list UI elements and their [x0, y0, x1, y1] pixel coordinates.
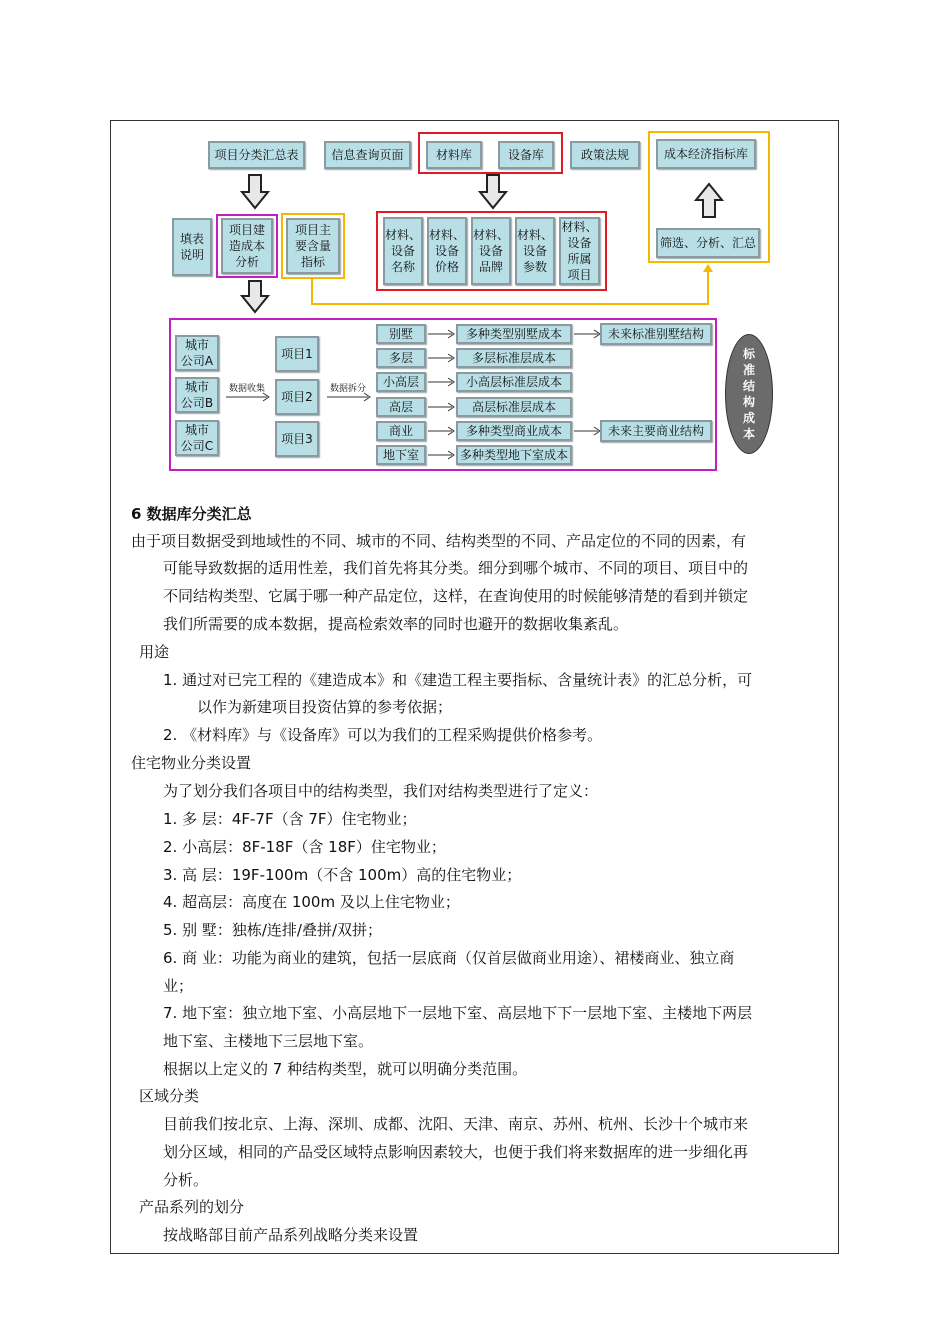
collect-label: 数据收集 [229, 384, 266, 394]
paragraph-line: 不同结构类型、它属于哪一种产品定位，这样，在查询使用的时候能够清楚的看到并锁定 [163, 587, 749, 605]
paragraph-line: 为了划分我们各项目中的结构类型，我们对结构类型进行了定义： [163, 782, 599, 800]
structure-item: 7. 地下室：独立地下室、小高层地下一层地下室、高层地下下一层地下室、主楼地下两层 [163, 1004, 753, 1022]
cost-highrise-box: 高层标准层成本 [456, 397, 572, 417]
arrow-right-icon [225, 392, 271, 402]
section-heading: 6 数据库分类汇总 [131, 505, 252, 523]
city-a-box: 城市 公司A [175, 335, 219, 371]
future-arrows [572, 324, 602, 444]
region-heading: 区域分类 [139, 1087, 200, 1105]
paragraph-line: 由于项目数据受到地域性的不同、城市的不同、结构类型的不同、产品定位的不同的因素，有 [131, 532, 747, 550]
standard-cost-ellipse: 标 准 结 构 成 本 [725, 334, 773, 454]
arrow-up-icon [694, 182, 724, 218]
project-summary-box: 项目分类汇总表 [208, 141, 305, 169]
type-villa-box: 别墅 [376, 324, 426, 344]
city-b-box: 城市 公司B [175, 377, 219, 413]
paragraph-line: 按战略部目前产品系列战略分类来设置 [163, 1226, 419, 1244]
type-commerce-box: 商业 [376, 421, 426, 441]
cost-basement-box: 多种类型地下室成本 [456, 445, 572, 465]
project3-box: 项目3 [275, 421, 319, 457]
project2-box: 项目2 [275, 379, 319, 415]
policy-box: 政策法规 [570, 141, 640, 169]
type-arrows [426, 324, 456, 469]
paragraph-line: 目前我们按北京、上海、深圳、成都、沈阳、天津、南京、苏州、杭州、长沙十个城市来 [163, 1115, 749, 1133]
arrow-down-icon [478, 174, 508, 210]
future-villa-box: 未来标准别墅结构 [600, 323, 712, 345]
project1-box: 项目1 [275, 336, 319, 372]
filter-box: 筛选、分析、汇总 [656, 228, 760, 258]
main-index-box: 项目主 要含量 指标 [286, 218, 340, 274]
fill-note-box: 填表 说明 [172, 218, 212, 276]
cost-index-box: 成本经济指标库 [656, 139, 756, 169]
split-label: 数据拆分 [330, 384, 367, 394]
material-price-box: 材料、 设备 价格 [427, 217, 467, 285]
type-midrise-box: 小高层 [376, 372, 426, 392]
structure-item: 6. 商 业：功能为商业的建筑，包括一层底商（仅首层做商业用途）、裙楼商业、独立商 [163, 949, 735, 967]
cost-villa-box: 多种类型别墅成本 [456, 324, 572, 344]
build-cost-box: 项目建 造成本 分析 [221, 218, 273, 274]
cost-midrise-box: 小高层标准层成本 [456, 372, 572, 392]
structure-item: 业； [163, 977, 194, 995]
paragraph-line: 划分区域，相同的产品受区域特点影响因素较大，也便于我们将来数据库的进一步细化再 [163, 1143, 749, 1161]
cost-commerce-box: 多种类型商业成本 [456, 421, 572, 441]
arrow-right-icon [326, 392, 372, 402]
type-highrise-box: 高层 [376, 397, 426, 417]
usage-item: 1. 通过对已完工程的《建造成本》和《建造工程主要指标、含量统计表》的汇总分析，可 [163, 671, 753, 689]
arrow-down-icon [240, 174, 270, 210]
info-query-box: 信息查询页面 [324, 141, 411, 169]
structure-item: 5. 别 墅：独栋/连排/叠拼/双拼； [163, 921, 383, 939]
material-lib-box: 材料库 [426, 141, 482, 169]
type-basement-box: 地下室 [376, 445, 426, 465]
material-param-box: 材料、 设备 参数 [515, 217, 555, 285]
future-commerce-box: 未来主要商业结构 [600, 420, 712, 442]
cost-multi-box: 多层标准层成本 [456, 348, 572, 368]
city-c-box: 城市 公司C [175, 420, 219, 456]
residential-heading: 住宅物业分类设置 [131, 754, 252, 772]
connector-line [305, 262, 715, 306]
structure-item: 1. 多 层：4F-7F（含 7F）住宅物业； [163, 810, 417, 828]
structure-item: 3. 高 层：19F-100m（不含 100m）高的住宅物业； [163, 866, 522, 884]
equipment-lib-box: 设备库 [498, 141, 554, 169]
structure-item: 地下室、主楼地下三层地下室。 [163, 1032, 374, 1050]
usage-item: 2. 《材料库》与《设备库》可以为我们的工程采购提供价格参考。 [163, 726, 603, 744]
arrow-down-icon [240, 280, 270, 314]
paragraph-line: 分析。 [163, 1171, 209, 1189]
material-project-box: 材料、 设备 所属 项目 [559, 217, 600, 285]
material-brand-box: 材料、 设备 品牌 [471, 217, 511, 285]
structure-item: 4. 超高层：高度在 100m 及以上住宅物业； [163, 893, 460, 911]
usage-heading: 用途 [139, 643, 170, 661]
paragraph-line: 我们所需要的成本数据，提高检索效率的同时也避开的数据收集紊乱。 [163, 615, 629, 633]
material-name-box: 材料、 设备 名称 [383, 217, 423, 285]
paragraph-line: 可能导致数据的适用性差，我们首先将其分类。细分到哪个城市、不同的项目、项目中的 [163, 559, 749, 577]
product-heading: 产品系列的划分 [139, 1198, 245, 1216]
paragraph-line: 根据以上定义的 7 种结构类型，就可以明确分类范围。 [163, 1060, 528, 1078]
structure-item: 2. 小高层：8F-18F（含 18F）住宅物业； [163, 838, 446, 856]
type-multi-box: 多层 [376, 348, 426, 368]
usage-item: 以作为新建项目投资估算的参考依据； [197, 698, 453, 716]
